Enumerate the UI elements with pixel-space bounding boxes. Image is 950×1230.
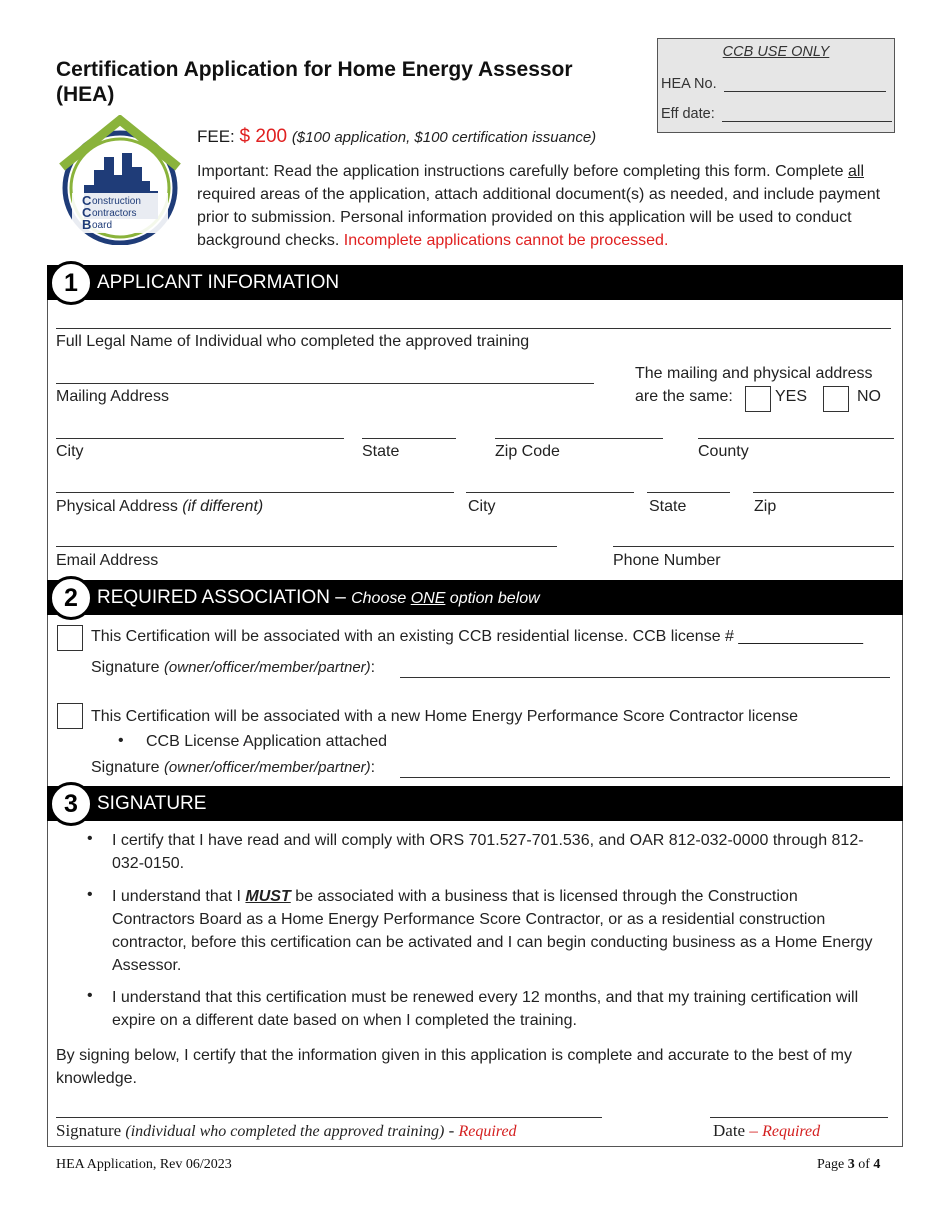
phone-field[interactable] bbox=[613, 546, 894, 547]
b2-pre: I understand that I bbox=[112, 888, 246, 905]
physical-city-field[interactable] bbox=[466, 492, 634, 493]
section-2-number: 2 bbox=[49, 576, 93, 620]
logo-text-2: ontractors bbox=[92, 208, 137, 219]
state-label: State bbox=[362, 443, 400, 460]
physical-address-label bbox=[56, 498, 263, 516]
opt1-pre: This Certification will be associated with an bbox=[91, 628, 400, 645]
footer-revision: HEA Application, Rev 06/2023 bbox=[56, 1157, 232, 1172]
logo-text-1: onstruction bbox=[92, 196, 141, 207]
ccb-logo bbox=[54, 115, 186, 245]
existing-signature-label: Signature (owner/officer/member/partner): bbox=[91, 659, 376, 676]
mailing-bold: Mailing bbox=[56, 388, 107, 405]
date-required: Required bbox=[762, 1123, 821, 1140]
opt2-post: Home Energy Performance Score Contractor license bbox=[420, 708, 798, 725]
license-application-attached: CCB License Application attached bbox=[146, 733, 388, 750]
new-signature-field[interactable] bbox=[400, 777, 890, 778]
physical-address-field[interactable] bbox=[56, 492, 454, 493]
opt1-existing: existing bbox=[399, 628, 454, 645]
existing-license-checkbox[interactable] bbox=[57, 625, 83, 651]
opt1-post: CCB residential license. CCB license # ______________ bbox=[453, 628, 863, 645]
sig-dash: - bbox=[444, 1121, 459, 1140]
subtitle-pre: Choose bbox=[351, 590, 411, 607]
new-license-option bbox=[91, 708, 798, 726]
section-3-title: SIGNATURE bbox=[97, 793, 207, 814]
intro-text-1: : Read the application instructions carefully before completing this form. Complete bbox=[264, 163, 848, 180]
sig-note-3: (individual who completed the approved training) bbox=[125, 1123, 445, 1140]
ccb-use-only-heading: CCB USE ONLY bbox=[722, 44, 830, 60]
certify-comply-statement: I certify that I have read and will comply with ORS 701.527-701.536, and OAR 812-032-0000 through 812-032-0150. bbox=[112, 832, 864, 872]
date-field[interactable] bbox=[710, 1117, 888, 1118]
section-2-title bbox=[97, 580, 540, 616]
section-3-header bbox=[47, 786, 903, 821]
signature-required: Required bbox=[458, 1123, 517, 1140]
must-emphasis: MUST bbox=[245, 888, 291, 905]
same-address-yes-checkbox[interactable] bbox=[745, 386, 771, 412]
must-be-associated-statement bbox=[112, 885, 882, 977]
fee-label: FEE: bbox=[197, 127, 235, 146]
email-field[interactable] bbox=[56, 546, 557, 547]
mailing-address-label bbox=[56, 388, 169, 406]
physical-state-field[interactable] bbox=[647, 492, 730, 493]
section-1-title: APPLICANT INFORMATION bbox=[97, 272, 340, 293]
date-label bbox=[713, 1121, 820, 1141]
eff-date-label: Eff date: bbox=[661, 106, 715, 122]
footer-page-number bbox=[817, 1157, 880, 1173]
b2-post: be associated with a business that is licensed through the Construction Contractors Board as a Home Energy Performance Score Contractor, or as a residential construction contractor, before this certification can be activated and I can begin conducting business as a Home Energy Assessor. bbox=[112, 888, 873, 974]
logo-letter-3: B bbox=[82, 217, 92, 232]
sig-note-1: (owner/officer/member/partner) bbox=[163, 659, 371, 676]
state-field[interactable] bbox=[362, 438, 456, 439]
section-2-subtitle bbox=[351, 590, 540, 607]
section-2-header bbox=[47, 580, 903, 615]
physical-zip-field[interactable] bbox=[753, 492, 894, 493]
full-name-label: Full Legal Name of Individual who completed the approved training bbox=[56, 333, 530, 350]
section-1-number: 1 bbox=[49, 261, 93, 305]
zip-code-label: Zip Code bbox=[495, 443, 560, 460]
bullet-dot: • bbox=[87, 987, 93, 1004]
attestation-statement: By signing below, I certify that the information given in this application is complete and accurate to the best of my knowledge. bbox=[56, 1047, 852, 1087]
page-total: 4 bbox=[873, 1157, 881, 1172]
sig-label-2: Signature bbox=[91, 759, 164, 776]
intro-all: all bbox=[848, 163, 865, 180]
opt2-new: new bbox=[390, 708, 421, 725]
fee-line bbox=[197, 126, 596, 148]
subtitle-post: option below bbox=[445, 590, 540, 607]
physical-zip-label: Zip bbox=[754, 498, 777, 515]
section-3-number: 3 bbox=[49, 782, 93, 826]
new-license-checkbox[interactable] bbox=[57, 703, 83, 729]
full-name-field[interactable] bbox=[56, 328, 891, 329]
important-label: Important bbox=[197, 163, 265, 180]
intro-text-2: required areas of the application, attach additional document(s) as needed, and include payment prior to submission. Personal information provided on this application will be used to conduct background checks. bbox=[197, 186, 881, 249]
intro-paragraph bbox=[197, 160, 912, 252]
physical-if-different: (if different) bbox=[182, 498, 264, 515]
same-address-question-2: are the same: bbox=[635, 388, 733, 405]
yes-label: YES bbox=[775, 388, 808, 405]
page-title: Certification Application for Home Energy Assessor (HEA) bbox=[56, 58, 573, 106]
logo-text-3: oard bbox=[92, 220, 113, 231]
intro-warning: Incomplete applications cannot be processed. bbox=[343, 232, 669, 249]
fee-note: ($100 application, $100 certification issuance) bbox=[291, 129, 597, 146]
bullet-dot: • bbox=[118, 732, 124, 749]
date-label-text: Date bbox=[713, 1121, 746, 1140]
physical-bold: Physical bbox=[56, 498, 116, 515]
zip-code-field[interactable] bbox=[495, 438, 663, 439]
applicant-signature-label bbox=[56, 1121, 517, 1141]
no-label: NO bbox=[857, 388, 881, 405]
logo-letter-1: C bbox=[82, 193, 92, 208]
opt2-pre: This Certification will be associated with a bbox=[91, 708, 391, 725]
date-dash: – bbox=[745, 1121, 763, 1140]
section-1-header bbox=[47, 265, 903, 300]
sig-label-3: Signature bbox=[56, 1121, 126, 1140]
hea-no-label: HEA No. bbox=[661, 76, 717, 92]
email-label: Email Address bbox=[56, 552, 159, 569]
logo-letter-2: C bbox=[82, 205, 92, 220]
eff-date-field[interactable] bbox=[722, 121, 892, 122]
existing-signature-field[interactable] bbox=[400, 677, 890, 678]
mailing-address-field[interactable] bbox=[56, 383, 594, 384]
hea-no-field[interactable] bbox=[724, 91, 886, 92]
sig-label-1: Signature bbox=[91, 659, 164, 676]
subtitle-one: ONE bbox=[410, 590, 446, 607]
existing-license-option bbox=[91, 628, 863, 646]
county-label: County bbox=[698, 443, 749, 460]
physical-city-label: City bbox=[468, 498, 496, 515]
sig-note-2: (owner/officer/member/partner) bbox=[163, 759, 371, 776]
page-num: 3 bbox=[847, 1157, 855, 1172]
bullet-dot: • bbox=[87, 830, 93, 847]
page-mid: of bbox=[854, 1157, 874, 1172]
applicant-signature-field[interactable] bbox=[56, 1117, 602, 1118]
mailing-address-text: Address bbox=[106, 388, 169, 405]
city-label: City bbox=[56, 443, 84, 460]
new-signature-label: Signature (owner/officer/member/partner): bbox=[91, 759, 376, 776]
renewal-statement: I understand that this certification must be renewed every 12 months, and that my training certification will expire on a different date based on when I completed the training. bbox=[112, 989, 859, 1029]
bullet-dot: • bbox=[87, 886, 93, 903]
phone-label: Phone Number bbox=[613, 552, 721, 569]
ccb-use-only-box bbox=[657, 38, 895, 133]
city-field[interactable] bbox=[56, 438, 344, 439]
same-address-no-checkbox[interactable] bbox=[823, 386, 849, 412]
fee-amount: $ 200 bbox=[239, 126, 288, 147]
same-address-question-1: The mailing and physical address bbox=[635, 365, 873, 382]
page-pre: Page bbox=[817, 1157, 848, 1172]
county-field[interactable] bbox=[698, 438, 894, 439]
physical-state-label: State bbox=[649, 498, 687, 515]
physical-address-text: Address bbox=[115, 498, 178, 515]
section-2-title-text: REQUIRED ASSOCIATION – bbox=[97, 587, 352, 608]
